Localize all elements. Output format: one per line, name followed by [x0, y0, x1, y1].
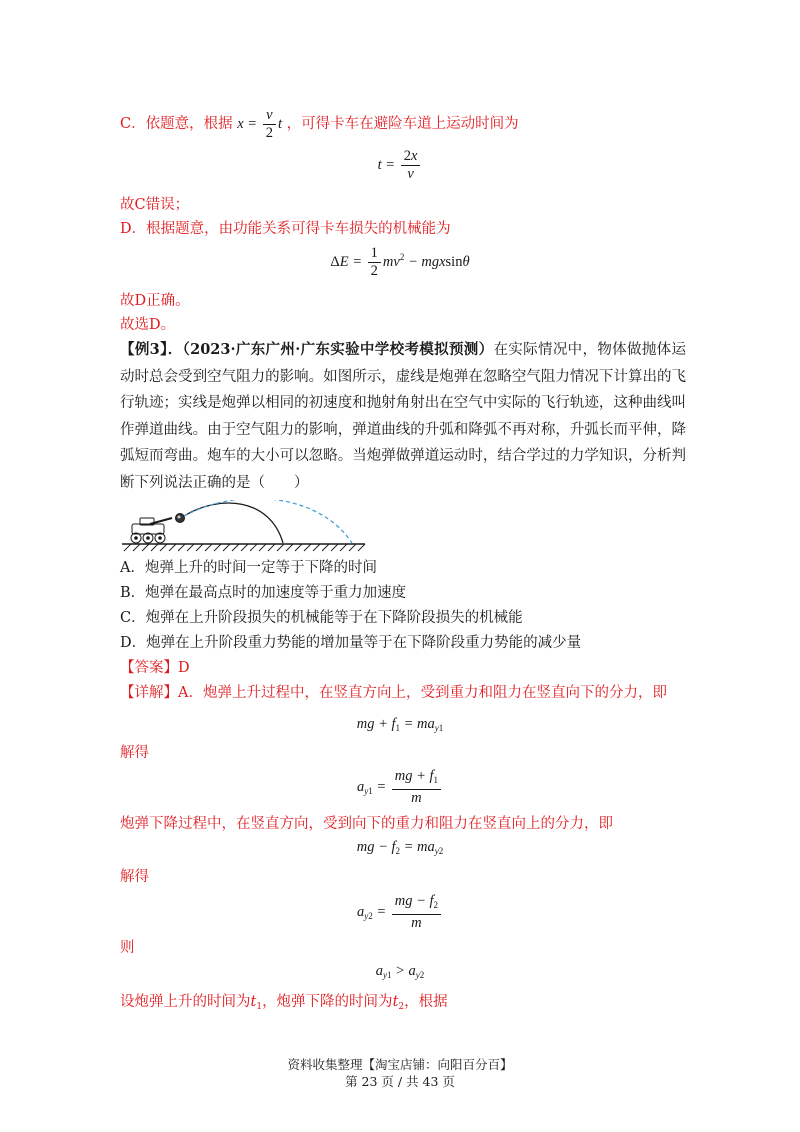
ground-hatching [124, 544, 365, 551]
formula-ay2: $a_{y2}$ = $\frac{mg - f_2}{m}$ [0, 893, 800, 932]
example3-body: 在实际情况中，物体做抛体运动时总会受到空气阻力的影响。如图所示，虚线是炮弹在忽略空气阻力情况下计算出的飞行轨迹；实线是炮弹以相同的初速度和抛射角射出在空气中实际的飞行轨迹，这种曲线叫作弹道曲线。由于空气阻力的影响，弹道曲线的升弧和降弧不再对称，升弧长而平伸，降弧短而弯曲。炮车的大小可以忽略。当炮弹做弹道运动时，结合学过的力学知识，分析判断下列说法正确的是（ ） [120, 342, 687, 491]
analysis-a-line [120, 682, 667, 704]
analysis-down-line: 炮弹下降过程中，在竖直方向，受到向下的重力和阻力在竖直向上的分力，即 [120, 816, 613, 832]
last-line: 设炮弹上升的时间为$t_1$，炮弹下降的时间为$t_2$，根据 [120, 994, 448, 1012]
formula-mg-minus-f2: mg − $f_2 = ma_{y2}$ [356, 839, 444, 856]
then-line: 则 [120, 940, 135, 956]
last-c: ，根据 [404, 994, 448, 1010]
solve-1-line: 解得 [120, 745, 149, 761]
last-a: 设炮弹上升的时间为 [120, 994, 251, 1010]
c-option-line [120, 107, 519, 142]
d-intro-line: D．根据题意，由功能关系可得卡车损失的机械能为 [120, 221, 451, 237]
choose-d-line: 故选D。 [120, 317, 176, 333]
example3-label: 【例3】 [120, 341, 168, 358]
option-b: B．炮弹在最高点时的加速度等于重力加速度 [120, 585, 407, 601]
solve-2-line: 解得 [120, 869, 149, 885]
option-c: C．炮弹在上升阶段损失的机械能等于在下降阶段损失的机械能 [120, 610, 523, 626]
c-wrong-line: 故C错误； [120, 197, 190, 213]
formula-t-2x-v: t = $\frac{2x}{v}$ [0, 148, 800, 183]
last-b: ，炮弹下降的时间为 [262, 994, 393, 1010]
c-intro-text: C．依题意，根据 [120, 115, 233, 132]
formula-delta-e: ΔE = $\frac{1}{2}$ $mv^2 - mgxsin\theta$ [330, 245, 470, 279]
formula-ay1: $a_{y1}$ = $\frac{mg + f_1}{m}$ [0, 768, 800, 807]
option-a: A．炮弹上升的时间一定等于下降的时间 [120, 560, 377, 576]
cannon-cart-icon [131, 518, 172, 543]
c-intro-text-2: ，可得卡车在避险车道上运动时间为 [286, 115, 519, 132]
formula-x-vt: x = $\frac{v}{2}$ t [237, 107, 282, 141]
answer-line: 【答案】D [120, 660, 190, 676]
formula-mg-plus-f1: mg + $f_1 = ma_{y1}$ [356, 716, 444, 733]
example3-paragraph [120, 337, 686, 496]
analysis-label: 【详解】 [120, 685, 178, 701]
trajectory-figure [120, 500, 370, 552]
ideal-trajectory [184, 500, 352, 543]
option-d: D．炮弹在上升阶段重力势能的增加量等于在下降阶段重力势能的减少量 [120, 635, 582, 651]
d-right-line: 故D正确。 [120, 293, 190, 309]
example3-source: （2023·广东广州·广东实验中学校考模拟预测） [182, 341, 494, 358]
page-number: 第 23 页 / 共 43 页 [345, 1074, 455, 1089]
formula-compare: $a_{y1} > a_{y2}$ [375, 963, 425, 980]
analysis-a-text: A．炮弹上升过程中，在竖直方向上，受到重力和阻力在竖直向下的分力，即 [178, 685, 667, 701]
footer-source: 资料收集整理【淘宝店铺：向阳百分百】 [287, 1057, 513, 1072]
example3-sep: ． [167, 341, 183, 358]
